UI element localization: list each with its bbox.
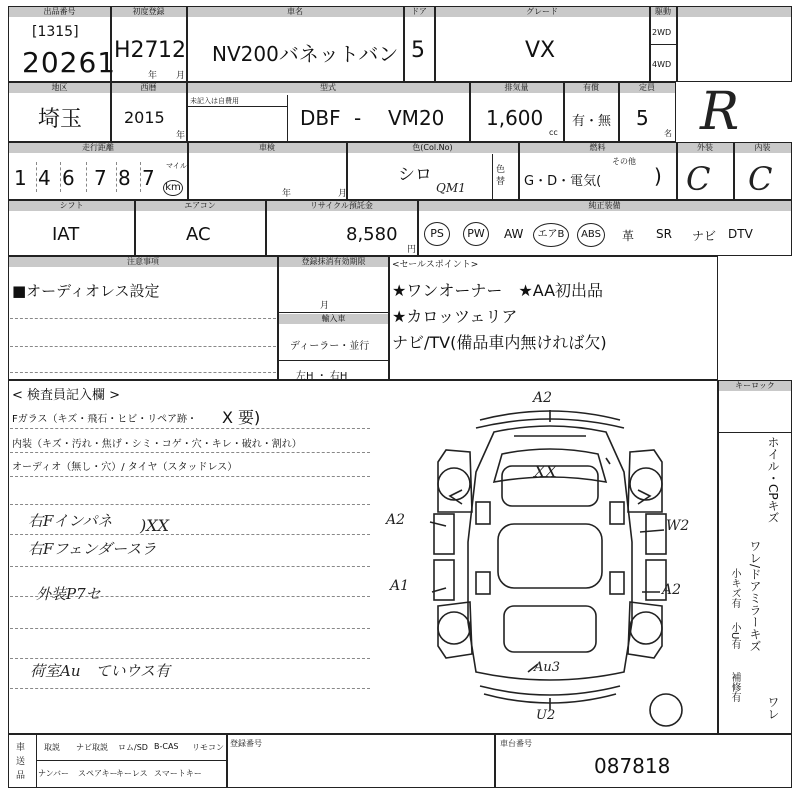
diagram-mark-rear-bumper: U2 [536, 708, 556, 723]
header-keylock: キーロック [719, 381, 791, 391]
model-year: 2015 [124, 108, 165, 127]
side-note-3: 小キズ有 [729, 568, 740, 608]
color-name: シロ [398, 165, 432, 185]
recycle-value: 8,580 [346, 224, 398, 245]
header-lot: 出品番号 [9, 7, 110, 17]
diagram-mark-left-rear: A1 [390, 578, 410, 594]
bottom-item-manual: 取説 [44, 743, 60, 752]
fuel-other: その他 [612, 157, 636, 166]
inspector-note-1: 右Fインパネ [28, 512, 113, 530]
bottom-label-1: 車 [16, 743, 26, 753]
note-item: ■オーディオレス設定 [12, 282, 160, 300]
equipment-abs: ABS [577, 222, 605, 247]
header-type: 型式 [187, 83, 469, 93]
drive-2wd: 2WD [652, 28, 672, 37]
grade-score: R [700, 82, 740, 142]
diagram-mark-hood: XX [534, 462, 557, 481]
header-ac-flag: 有償 [564, 83, 618, 93]
steering: 左H ・ 右H [296, 371, 348, 382]
type-prefix: DBF [300, 106, 341, 130]
inspector-note-2: 右Fフェンダースラ [28, 540, 157, 558]
bottom-item-keyless: キーレス [116, 769, 148, 778]
header-color: 色(Col.No) [347, 143, 518, 153]
grade: VX [525, 38, 556, 63]
header-empty [677, 7, 791, 17]
header-equipment: 純正装備 [418, 201, 791, 211]
frame-number: 087818 [594, 754, 671, 778]
inspector-note-1b: )XX [140, 516, 170, 535]
header-seats: 定員 [619, 83, 675, 93]
bottom-item-rom: ロム/SD [118, 743, 148, 752]
fuel-close: ) [654, 164, 662, 188]
header-inspection: 車検 [188, 143, 346, 153]
equipment-dtv: DTV [728, 227, 753, 241]
mileage-digit-6: 7 [142, 166, 155, 190]
equipment-sr: SR [656, 227, 672, 241]
car-name: NV200バネットバン [212, 42, 399, 66]
header-recycle: リサイクル預託金 [266, 201, 417, 211]
interior-score: C [748, 160, 773, 198]
bottom-item-remote: リモコン [192, 743, 224, 752]
header-mileage: 走行距離 [9, 143, 187, 153]
diagram-mark-front-bumper: A2 [533, 390, 553, 406]
doors: 5 [411, 38, 425, 63]
side-note-1: ホイル・CPキズ [766, 436, 780, 524]
capacity-unit: 名 [664, 129, 672, 138]
first-reg-month: 12 [158, 38, 186, 63]
header-cc: 排気量 [470, 83, 563, 93]
header-interior: 内装 [734, 143, 791, 153]
inspector-glass: Fガラス（キズ・飛石・ヒビ・リペア跡・ [12, 414, 198, 425]
capacity: 5 [636, 106, 649, 130]
header-frame-no: 車台番号 [500, 739, 532, 748]
bottom-label-2: 送 [16, 757, 26, 767]
mileage-digit-1: 1 [14, 166, 27, 190]
displacement-unit: cc [549, 128, 558, 137]
inspector-interior: 内装（キズ・汚れ・焦げ・シミ・コゲ・穴・キレ・破れ・割れ） [12, 439, 302, 450]
ac: AC [186, 224, 211, 245]
mileage-digit-4: 7 [94, 166, 107, 190]
mileage-unit: km [163, 175, 183, 196]
aircon-flag: 有・無 [572, 114, 612, 129]
shift: IAT [52, 224, 80, 245]
diagram-mark-left-front: A2 [386, 512, 406, 528]
color-change-label: 色替 [496, 165, 506, 187]
mileage-digit-5: 8 [118, 166, 131, 190]
displacement: 1,600 [486, 106, 544, 130]
color-code: QM1 [436, 181, 466, 195]
dealer-parallel: ディーラー・並行 [290, 341, 370, 352]
header-fuel: 燃料 [519, 143, 676, 153]
reg-month: 月 [320, 301, 330, 311]
fuel-text: G・D・電気( [524, 174, 602, 189]
equipment-ps: PS [424, 222, 450, 246]
diagram-mark-rear: Au3 [534, 660, 561, 675]
area: 埼玉 [38, 107, 83, 132]
prefix-note: 未記入は自費用 [190, 97, 239, 105]
bottom-item-plate: ナンバー [38, 769, 70, 778]
inspector-audio: オーディオ（無し・穴）/ タイヤ（スタッドレス） [12, 462, 238, 473]
header-car-name: 車名 [187, 7, 403, 17]
bottom-item-spare-key: スペアキー [78, 769, 118, 778]
bottom-item-navi-manual: ナビ取説 [76, 743, 108, 752]
side-note-2: ワレ/ドアミラーキズ [748, 540, 762, 653]
first-reg-era: H27 [114, 38, 159, 63]
type-sep: - [354, 106, 362, 130]
diagram-mark-right-rear: A2 [662, 582, 682, 598]
exterior-score: C [686, 160, 711, 198]
inspection-year: 年 [282, 189, 292, 199]
bottom-label-3: 品 [16, 771, 26, 781]
import-label: 輸入車 [279, 314, 388, 324]
header-sales-points: <セールスポイント> [392, 260, 479, 270]
lot-number: 20261 [22, 46, 117, 79]
mileage-unit-top: マイル [166, 162, 187, 170]
sales-line-1: ★ワンオーナー ★AA初出品 [392, 281, 604, 300]
car-diagram [410, 392, 710, 732]
mileage-digit-3: 6 [62, 166, 75, 190]
inspector-heading: < 検査員記入欄 > [12, 388, 121, 403]
inspector-note-3: 外装P7セ [36, 585, 101, 603]
sales-line-3: ナビ/TV(備品車内無ければ欠) [392, 333, 607, 352]
first-reg-year-suffix: 年 [148, 71, 158, 81]
equipment-pw: PW [463, 222, 489, 246]
type-code: VM20 [388, 106, 445, 130]
equipment-airbag: エアB [533, 222, 569, 247]
drive-4wd: 4WD [652, 60, 672, 69]
header-first-reg: 初度登録 [111, 7, 186, 17]
recycle-unit: 円 [407, 245, 417, 255]
sales-line-2: ★カロッツェリア [392, 307, 518, 326]
equipment-aw: AW [504, 227, 524, 241]
inspection-month: 月 [338, 189, 348, 199]
header-reg-date: 登録抹消有効期限 [279, 257, 388, 267]
equipment-navi: ナビ [692, 229, 717, 243]
header-notes: 注意事項 [9, 257, 277, 267]
side-note-4: 小U有 [729, 622, 740, 650]
side-note-5: 補修有 [729, 672, 740, 702]
equipment-leather: 革 [622, 229, 635, 243]
header-area: 地区 [9, 83, 110, 93]
first-reg-month-suffix: 月 [176, 71, 186, 81]
header-shift: シフト [9, 201, 134, 211]
inspector-glass-mark: X 要) [222, 408, 261, 427]
mileage-digit-2: 4 [38, 166, 51, 190]
header-aircon: エアコン [135, 201, 265, 211]
side-note-6: ワレ [766, 696, 780, 720]
header-reg-no: 登録番号 [230, 739, 262, 748]
lot-code: [1315] [32, 24, 79, 40]
model-year-suffix: 年 [176, 131, 186, 141]
header-model-year: 西暦 [111, 83, 186, 93]
header-exterior: 外装 [677, 143, 733, 153]
inspector-note-4: 荷室Au ていウス有 [30, 662, 171, 680]
diagram-mark-right-front: W2 [666, 518, 690, 534]
bottom-item-smart-key: スマートキー [154, 769, 202, 778]
header-grade: グレード [435, 7, 649, 17]
header-doors: ドア [404, 7, 434, 17]
header-drive: 駆動 [650, 7, 676, 17]
bottom-item-bcas: B-CAS [154, 742, 179, 751]
